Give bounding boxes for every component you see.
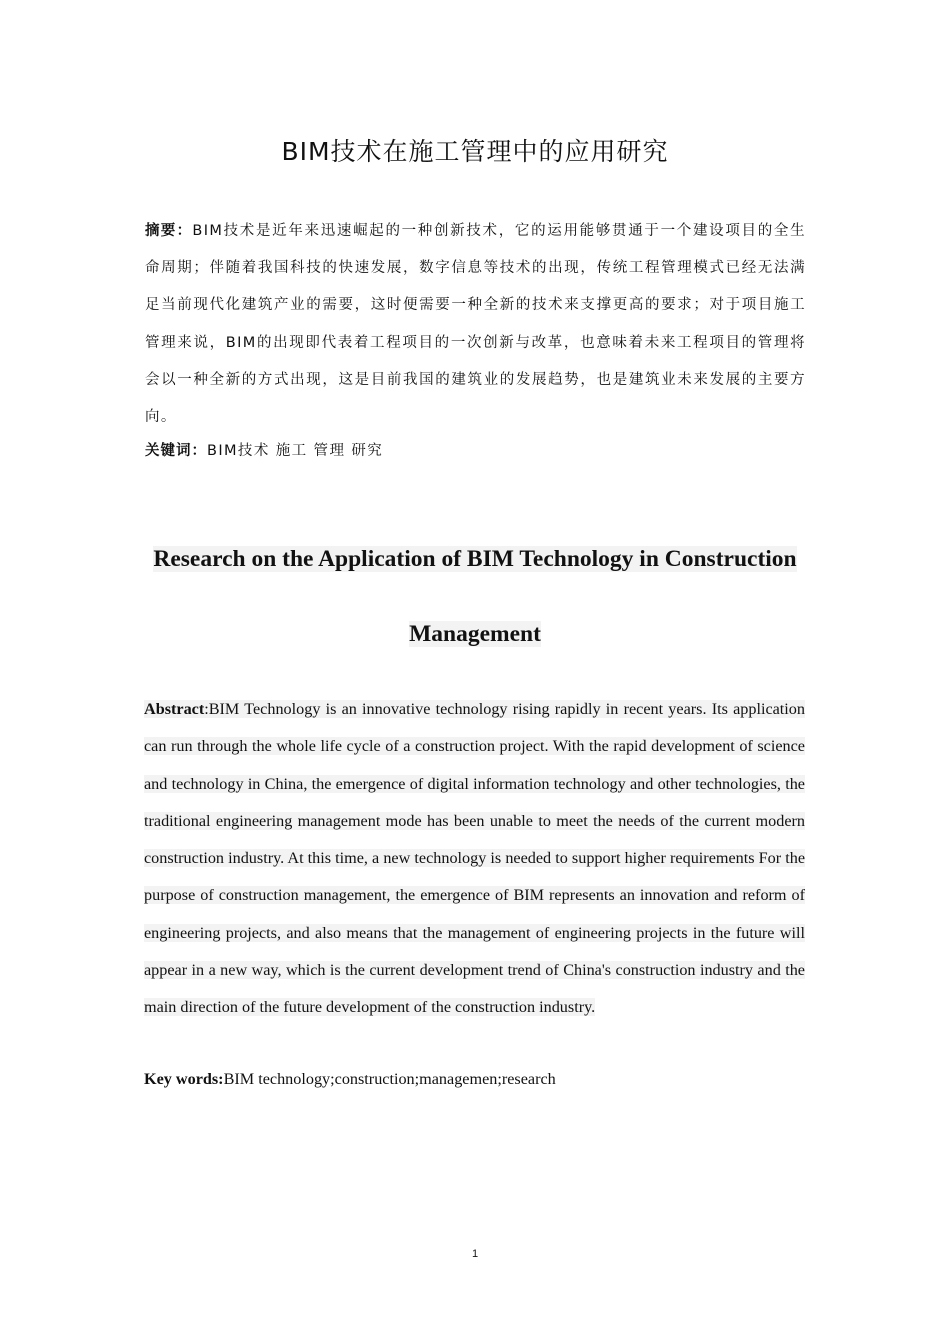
english-keywords <box>144 1066 556 1092</box>
english-keywords-text: BIM technology;construction;managemen;research <box>223 1070 556 1088</box>
page-number: 1 <box>471 1248 479 1260</box>
chinese-keywords <box>145 436 383 466</box>
english-abstract-text: :BIM Technology is an innovative technology rising rapidly in recent years. Its application can run through the whole life cycle of a construction project. With the rapid development of science and technology in China, the emergence of digital information technology and other technologies, the traditional engineering management mode has been unable to meet the needs of the current modern construction industry. At this time, a new technology is needed to support higher requirements For the purpose of construction management, the emergence of BIM represents an innovation and reform of engineering projects, and also means that the management of engineering projects in the future will appear in a new way, which is the current development trend of China's construction industry and the main direction of the future development of the construction industry. <box>144 700 805 1017</box>
chinese-title: BIM技术在施工管理中的应用研究 <box>281 137 669 166</box>
english-title <box>140 522 810 672</box>
chinese-abstract-text: BIM技术是近年来迅速崛起的一种创新技术，它的运用能够贯通于一个建设项目的全生命周期；伴随着我国科技的快速发展，数字信息等技术的出现，传统工程管理模式已经无法满足当前现代化建筑产业的需要，这时便需要一种全新的技术来支撑更高的要求；对于项目施工管理来说，BIM的出现即代表着工程项目的一次创新与改革，也意味着未来工程项目的管理将会以一种全新的方式出现，这是目前我国的建筑业的发展趋势，也是建筑业未来发展的主要方向。 <box>145 223 806 426</box>
english-abstract <box>144 691 805 1027</box>
chinese-abstract-label: 摘要： <box>145 223 193 239</box>
chinese-keywords-label: 关键词： <box>145 443 207 459</box>
english-keywords-label: Key words: <box>144 1070 224 1088</box>
chinese-keywords-text: BIM技术 施工 管理 研究 <box>207 443 384 459</box>
english-abstract-label: Abstract <box>144 700 205 718</box>
chinese-abstract <box>145 213 806 436</box>
english-title-text: Research on the Application of BIM Technology in Construction Management <box>153 546 797 647</box>
